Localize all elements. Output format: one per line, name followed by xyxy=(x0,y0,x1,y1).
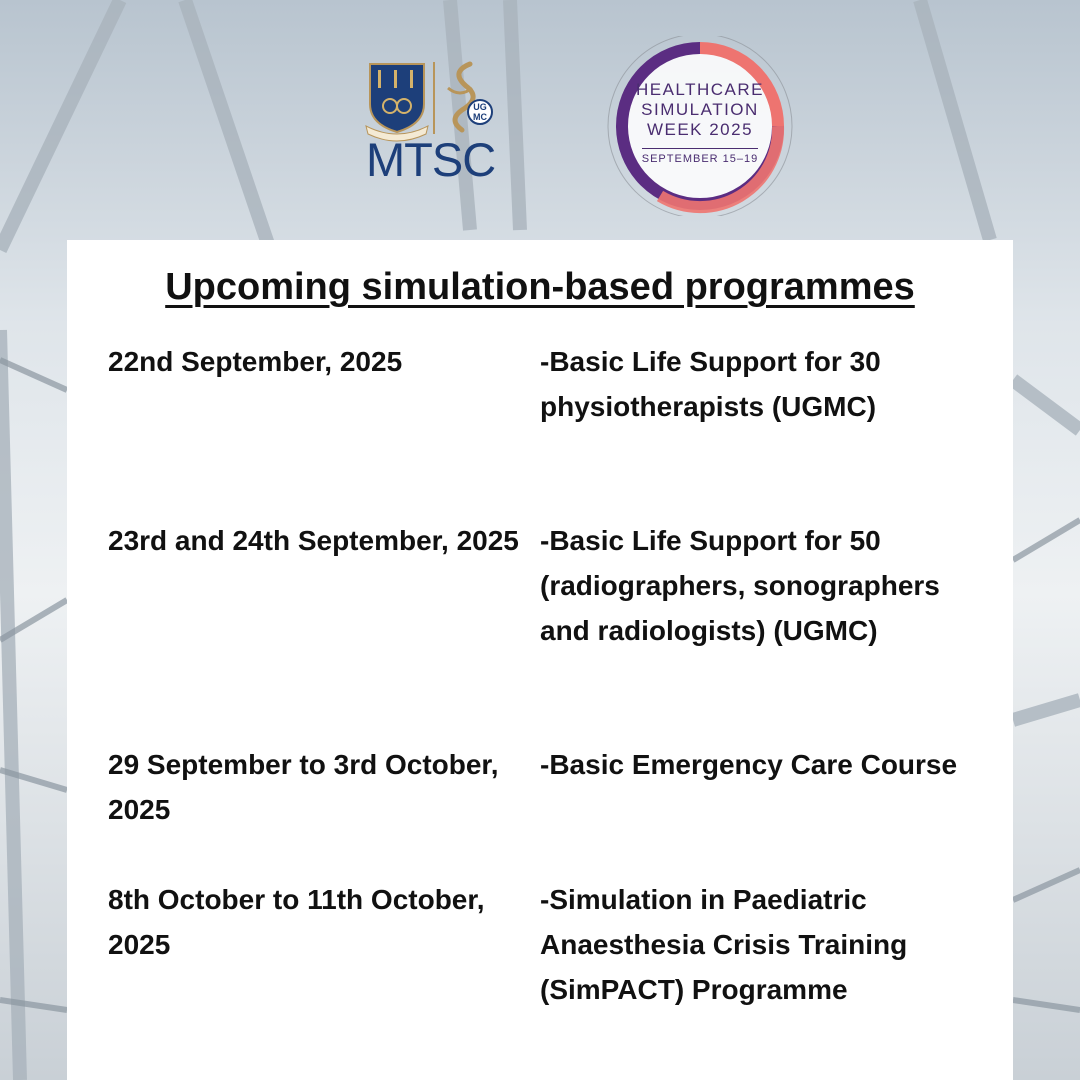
hsw-badge-text xyxy=(610,80,790,167)
hsw-line-3: WEEK 2025 xyxy=(646,120,754,139)
ugmc-emblem-icon xyxy=(448,64,492,130)
hsw-line-2: SIMULATION xyxy=(641,100,759,119)
programme-date: 22nd September, 2025 xyxy=(108,346,403,377)
hsw-dates: SEPTEMBER 15–19 xyxy=(642,148,759,165)
programme-description: -Basic Emergency Care Course xyxy=(540,749,958,780)
svg-text:UG: UG xyxy=(473,102,487,112)
hsw-line-1: HEALTHCARE xyxy=(635,80,765,99)
programme-date: 8th October to 11th October, 2025 xyxy=(108,884,485,960)
page-title: Upcoming simulation-based programmes xyxy=(165,266,915,308)
programme-date: 23rd and 24th September, 2025 xyxy=(108,525,519,556)
svg-text:MC: MC xyxy=(473,112,487,122)
programme-description: -Basic Life Support for 30 physiotherapists (UGMC) xyxy=(540,346,881,422)
programme-date: 29 September to 3rd October, 2025 xyxy=(108,749,499,825)
university-crest-icon xyxy=(366,64,428,141)
programme-description: -Basic Life Support for 50 (radiographers, sonographers and radiologists) (UGMC) xyxy=(540,525,940,646)
mtsc-wordmark: MTSC xyxy=(366,133,496,186)
programmes-panel xyxy=(67,240,1013,1080)
programme-description: -Simulation in Paediatric Anaesthesia Crisis Training (SimPACT) Programme xyxy=(540,884,908,1005)
